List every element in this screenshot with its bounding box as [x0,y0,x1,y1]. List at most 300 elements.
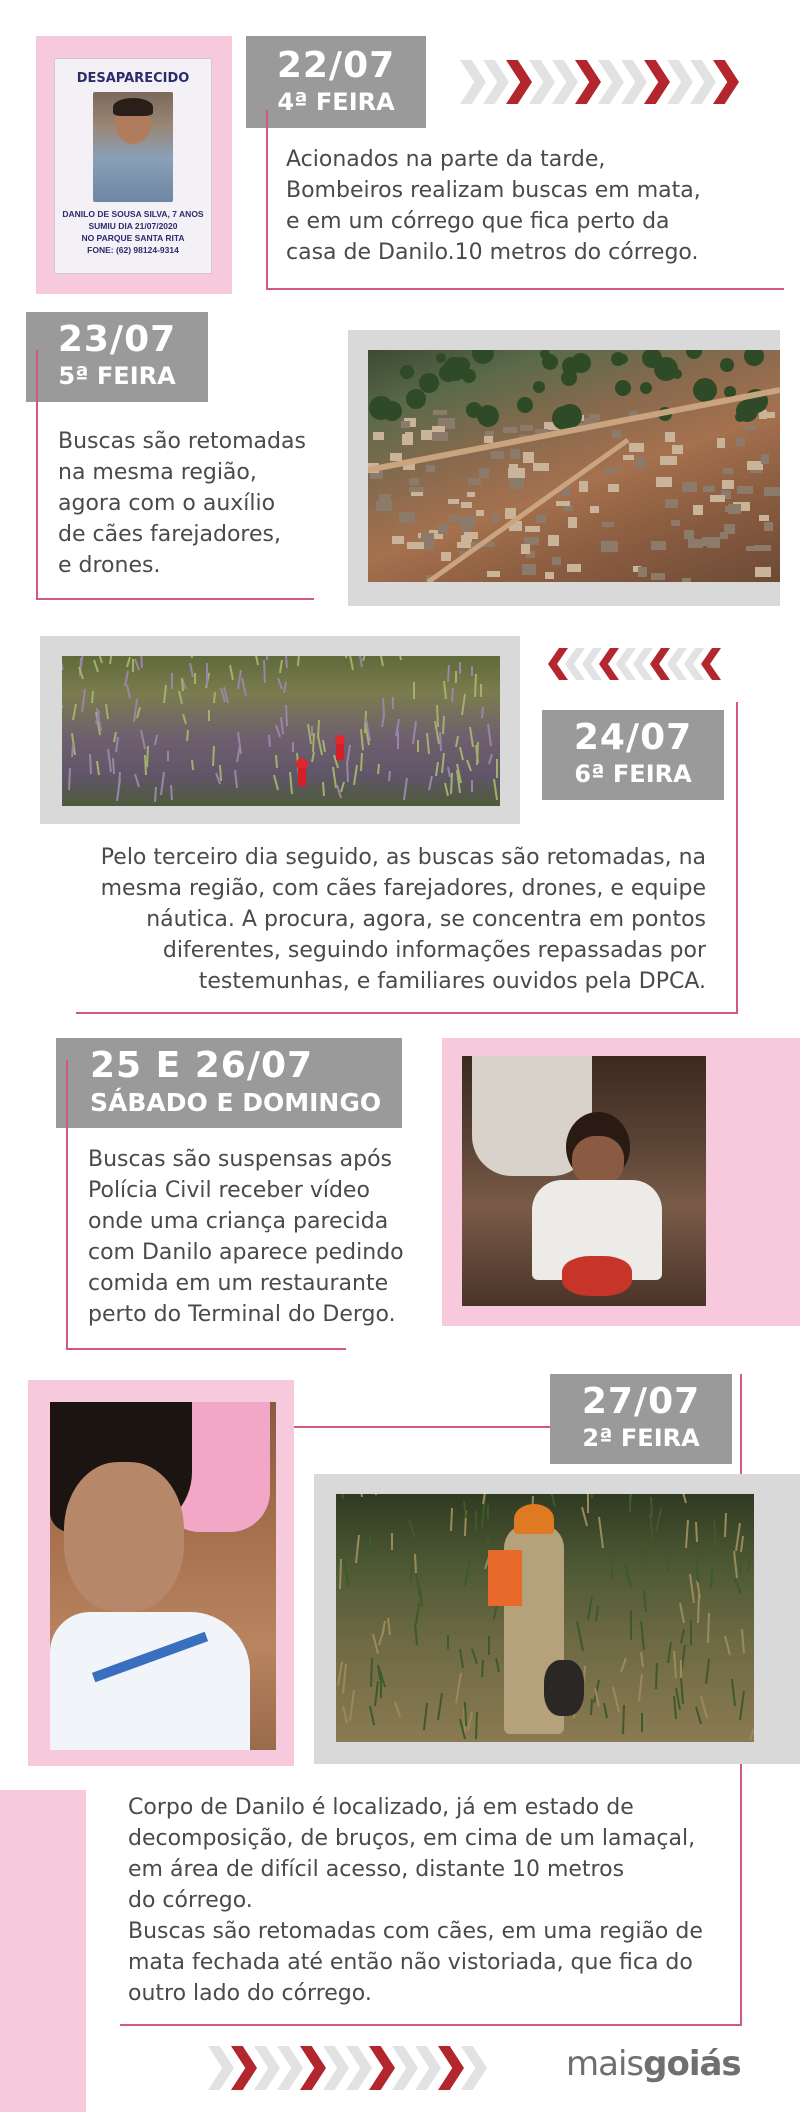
grass-blade-mark [125,671,128,686]
grass-blade-mark [147,746,148,767]
rooftop-mark [567,564,581,572]
rooftop-mark [548,535,559,546]
grass-blade-mark [278,678,282,689]
grass-blade-mark [155,787,156,802]
grass-blade-mark [323,782,324,796]
chevron-mark [208,2046,234,2090]
rooftop-mark [604,468,618,473]
rooftop-mark [724,524,735,534]
branch-mark [674,1696,676,1719]
branch-mark [416,1603,419,1624]
branch-mark [465,1559,470,1586]
grass-blade-mark [347,745,350,764]
tree-mark [571,353,591,373]
rooftop-mark [728,504,741,514]
branch-mark [370,1706,374,1725]
chevron-row-middle [548,648,738,680]
rooftop-mark [651,573,665,580]
rooftop-mark [710,495,725,502]
portrait-shirt-shape [50,1612,250,1750]
branch-mark [584,1666,585,1681]
grass-blade-mark [445,783,448,796]
grass-blade-mark [313,733,314,752]
branch-mark [698,1594,699,1623]
grass-blade-mark [346,656,349,658]
branch-mark [701,1696,707,1718]
rooftop-mark [651,541,666,550]
grass-blade-mark [467,760,471,771]
poster-photo [93,92,173,202]
grass-blade-mark [477,742,478,765]
rooftop-mark [702,537,716,546]
aerial-city-photo [368,350,780,582]
tree-mark [611,352,625,366]
tree-mark [382,401,402,421]
weekday-2707: 2ª FEIRA [582,1424,700,1452]
branch-mark [599,1517,603,1548]
branch-mark [641,1652,643,1667]
branch-mark [373,1634,378,1654]
chevron-mark [690,60,716,104]
grass-blade-mark [155,735,157,745]
chevron-mark [392,2046,418,2090]
tree-mark [406,389,426,409]
rooftop-mark [759,515,769,521]
branch-mark [438,1693,442,1720]
branch-mark [621,1658,626,1672]
rooftop-mark [433,410,447,415]
branch-mark [711,1568,712,1588]
timeline-line-vertical-4 [66,1060,68,1350]
rooftop-mark [665,499,678,508]
rooftop-mark [459,516,475,527]
grass-blade-mark [280,660,282,673]
rooftop-mark [521,544,530,554]
chevron-mark [231,2046,257,2090]
rooftop-mark [656,477,672,487]
grass-blade-mark [187,730,188,741]
maisgoias-logo [566,2044,741,2084]
grass-blade-mark [110,656,113,664]
branch-mark [696,1707,701,1724]
chevron-mark [506,60,532,104]
timeline-line-horizontal-1 [266,288,784,290]
grass-blade-mark [269,735,270,747]
rooftop-mark [556,501,570,506]
branch-mark [650,1514,653,1542]
branch-mark [625,1563,631,1588]
grass-blade-mark [354,765,357,785]
grass-blade-mark [116,737,118,752]
grass-blade-mark [349,656,353,670]
rooftop-mark [552,557,561,565]
branch-mark [725,1513,726,1537]
grass-blade-mark [97,761,99,775]
rooftop-mark [671,520,680,526]
missing-poster [54,58,212,274]
grass-blade-mark [171,785,172,800]
chevron-mark [346,2046,372,2090]
branch-mark [451,1508,452,1531]
branch-mark [340,1559,341,1589]
timeline-line-connector-5 [294,1426,550,1428]
tree-mark [436,353,446,363]
rooftop-mark [491,514,499,523]
grass-blade-mark [318,736,322,755]
chevron-row-top [460,60,750,104]
grass-blade-mark [286,656,287,668]
rooftop-mark [693,505,703,515]
timeline-line-vertical-3 [736,702,738,1014]
grass-blade-mark [72,745,73,757]
branch-mark [343,1706,347,1723]
branch-mark [456,1673,461,1703]
grass-blade-mark [242,678,246,696]
grass-blade-mark [312,752,314,762]
branch-mark [623,1705,624,1734]
date-2526: 25 E 26/07 [90,1045,314,1086]
date-label-2407 [542,710,724,800]
rooftop-mark [441,552,451,561]
timeline-line-vertical-2 [36,350,38,600]
chevron-mark [460,60,486,104]
branch-mark [415,1623,417,1645]
grass-blade-mark [69,768,70,790]
date-2707: 27/07 [581,1381,701,1422]
grass-blade-mark [448,665,449,682]
grass-blade-mark [190,663,193,677]
rooftop-mark [399,512,415,523]
rooftop-mark [522,564,536,575]
grass-blade-mark [276,755,277,768]
grass-texture-shape [62,656,500,806]
rooftop-mark [510,478,524,489]
chevron-mark [277,2046,303,2090]
rooftop-mark [409,478,419,485]
branch-mark [343,1664,346,1694]
rooftop-mark [405,432,413,442]
grass-blade-mark [135,774,139,787]
date-label-2526 [56,1038,402,1128]
branch-mark [706,1659,709,1684]
branch-mark [656,1509,661,1532]
rooftop-mark [476,510,484,516]
poster-heading: DESAPARECIDO [76,71,190,86]
grass-blade-mark [190,656,192,658]
branch-mark [714,1520,716,1548]
tree-mark [533,381,545,393]
grass-blade-mark [448,767,450,777]
grass-blade-mark [413,721,416,744]
branch-mark [748,1556,751,1571]
search-field-photo [62,656,500,806]
branch-mark [681,1629,684,1643]
grass-blade-mark [286,705,287,726]
chevron-mark [529,60,555,104]
branch-mark [644,1590,646,1612]
branch-mark [741,1536,743,1552]
grass-blade-mark [179,691,182,704]
rooftop-mark [636,457,645,468]
grass-blade-mark [141,656,142,668]
grass-blade-mark [290,772,292,794]
grass-blade-mark [254,656,258,665]
rooftop-mark [629,443,644,452]
branch-mark [395,1702,400,1717]
branch-mark [591,1494,592,1498]
date-2407: 24/07 [573,717,693,758]
grass-blade-mark [363,656,366,661]
grass-blade-mark [383,698,384,716]
grass-blade-mark [230,665,233,680]
logo-goias: goiás [643,2044,741,2084]
rooftop-mark [767,412,775,418]
grass-blade-mark [318,720,319,738]
grass-blade-mark [437,705,438,727]
grass-blade-mark [73,704,76,720]
grass-blade-mark [456,736,458,747]
rooftop-mark [601,541,618,552]
branch-mark [577,1621,583,1651]
chevron-mark [438,2046,464,2090]
grass-blade-mark [237,745,240,762]
chevron-mark [483,60,509,104]
chevron-mark [300,2046,326,2090]
rooftop-mark [612,430,622,438]
branch-mark [613,1687,619,1712]
date-label-2207 [246,36,426,128]
chevron-mark [701,648,721,680]
firefighter-helmet-shape [514,1504,554,1534]
grass-blade-mark [361,753,362,771]
rooftop-mark [503,427,517,433]
branch-mark [591,1699,592,1715]
left-pink-strip [0,1790,86,2112]
grass-blade-mark [308,724,311,744]
tree-mark [615,380,631,396]
branch-mark [378,1665,380,1680]
rooftop-mark [392,536,404,544]
tree-mark [720,358,734,372]
tree-mark [517,397,533,413]
branch-mark [496,1658,499,1672]
date-2207: 22/07 [276,45,396,86]
grass-blade-mark [378,764,379,774]
branch-mark [341,1494,343,1499]
firefighter-vest-shape [488,1550,522,1606]
rooftop-mark [764,522,773,531]
grass-blade-mark [488,724,491,746]
tree-mark [558,404,582,428]
rooftop-mark [401,421,410,428]
event-text-2207: Acionados na parte da tarde, Bombeiros realizam buscas em mata, e em um córrego que fica perto da casa de Danilo.10 metros do córrego. [286,147,701,265]
rooftop-mark [426,465,435,472]
branch-mark [375,1681,378,1706]
grass-blade-mark [264,660,265,683]
grass-blade-mark [489,754,492,764]
timeline-line-vertical-1 [266,110,268,290]
grass-blade-mark [379,656,383,666]
grass-blade-mark [192,760,193,770]
grass-blade-mark [442,753,444,773]
branch-mark [668,1642,671,1663]
rooftop-mark [754,545,771,551]
branch-mark [472,1649,477,1664]
date-label-2307 [26,312,208,402]
branch-mark [735,1579,741,1594]
rooftop-mark [484,436,493,443]
chevron-mark [598,60,624,104]
grass-blade-mark [137,707,140,718]
grass-blade-mark [475,674,476,697]
chevron-mark [323,2046,349,2090]
poster-line-3: NO PARQUE SANTA RITA [81,233,185,243]
branch-mark [465,1702,466,1726]
grass-blade-mark [298,656,299,666]
tree-mark [454,357,470,373]
tree-mark [400,365,414,379]
grass-blade-mark [347,762,348,782]
rooftop-mark [703,486,715,492]
grass-blade-mark [462,694,465,715]
rooftop-mark [491,451,504,459]
rooftop-mark [524,537,539,545]
rooftop-mark [688,539,703,548]
poster-line-4: FONE: (62) 98124-9314 [87,245,179,255]
rooftop-mark [448,499,459,504]
branch-mark [750,1726,754,1740]
rooftop-mark [737,486,753,494]
rooftop-mark [464,532,478,539]
grass-blade-mark [114,732,116,742]
rooftop-mark [602,522,614,527]
grass-blade-mark [436,762,438,776]
branch-mark [690,1574,694,1603]
branch-mark [651,1497,652,1518]
grass-blade-mark [164,685,166,703]
grass-blade-mark [214,692,215,703]
branch-mark [736,1523,740,1551]
grass-blade-mark [94,660,98,672]
rooftop-mark [747,461,763,470]
rooftop-mark [449,515,458,522]
rooftop-mark [761,454,769,464]
rooftop-mark [525,526,540,532]
event-text-2307: Buscas são retomadas na mesma região, agora com o auxílio de cães farejadores, e drones. [58,429,306,578]
branch-mark [374,1494,376,1495]
rooftop-mark [755,567,771,577]
tree-mark [640,382,652,394]
event-text-2707: Corpo de Danilo é localizado, já em estado de decomposição, de bruços, em cima de um lamaçal, em área de difícil acesso, distante 10 metros do córrego. Buscas são retomadas com cães, em uma região de mata fechada até então não vistoriada, que fica do outro lado do córrego. [128,1795,703,2006]
branch-mark [464,1501,466,1518]
branch-mark [612,1554,613,1578]
branch-mark [742,1629,744,1653]
tree-mark [419,373,439,393]
branch-mark [656,1663,657,1689]
grass-blade-mark [134,699,137,722]
child-portrait-photo [50,1402,276,1750]
branch-mark [682,1645,685,1668]
rooftop-mark [523,452,534,463]
grass-blade-mark [341,782,344,792]
branch-mark [604,1703,607,1718]
rooftop-mark [638,567,647,577]
grass-blade-mark [323,740,325,752]
grass-blade-mark [382,715,384,727]
branch-mark [708,1613,709,1643]
tree-mark [472,350,494,364]
branch-mark [582,1507,587,1526]
grass-blade-mark [108,749,111,772]
grass-blade-mark [62,656,63,670]
rooftop-mark [467,492,475,497]
branch-mark [697,1551,698,1582]
chevron-mark [644,60,670,104]
grass-blade-mark [220,765,221,781]
grass-blade-mark [333,767,336,788]
grass-blade-mark [404,778,407,800]
branch-mark [686,1520,688,1548]
rooftop-mark [745,425,756,430]
chevron-mark [621,60,647,104]
portrait-face-shape [64,1462,184,1612]
grass-blade-mark [267,656,268,660]
event-text-2526: Buscas são suspensas após Polícia Civil receber vídeo onde uma criança parecida com Danilo aparece pedindo comida em um restaurante perto do Terminal do Dergo. [88,1147,404,1327]
grass-blade-mark [276,725,280,737]
branch-mark [388,1618,390,1635]
grass-blade-mark [274,775,278,790]
branch-mark [639,1674,642,1701]
chevron-right-icon [208,2046,498,2090]
weekday-2207: 4ª FEIRA [277,88,395,116]
rooftop-mark [608,484,619,492]
rooftop-mark [682,578,691,582]
logo-mais: mais [566,2044,644,2084]
grass-blade-mark [127,685,130,698]
rooftop-mark [545,572,554,579]
branch-mark [674,1651,676,1678]
branch-mark [725,1636,730,1655]
chevron-mark [552,60,578,104]
grass-blade-mark [182,678,183,691]
chevron-mark [415,2046,441,2090]
chevron-right-icon [460,60,750,104]
grass-blade-mark [213,746,214,766]
date-label-2707 [550,1374,732,1464]
rooftop-mark [736,438,745,446]
rooftop-mark [376,501,392,511]
branch-mark [676,1688,680,1710]
grass-blade-mark [92,691,93,703]
grass-blade-mark [452,688,453,702]
chevron-mark [667,60,693,104]
tree-mark [736,400,758,422]
branch-mark [415,1554,416,1573]
grass-blade-mark [494,779,497,800]
poster-line-1: DANILO DE SOUSA SILVA, 7 ANOS [62,209,204,219]
grass-blade-mark [397,656,401,660]
chevron-mark [461,2046,487,2090]
rooftop-mark [468,478,481,485]
branch-mark [424,1703,427,1730]
poster-line-2: SUMIU DIA 21/07/2020 [88,221,178,231]
rooftop-mark [717,438,725,448]
rooftop-mark [390,453,402,461]
branch-mark [409,1520,415,1538]
grass-blade-mark [82,689,85,712]
branch-mark [420,1589,422,1607]
rooftop-mark [722,480,734,489]
